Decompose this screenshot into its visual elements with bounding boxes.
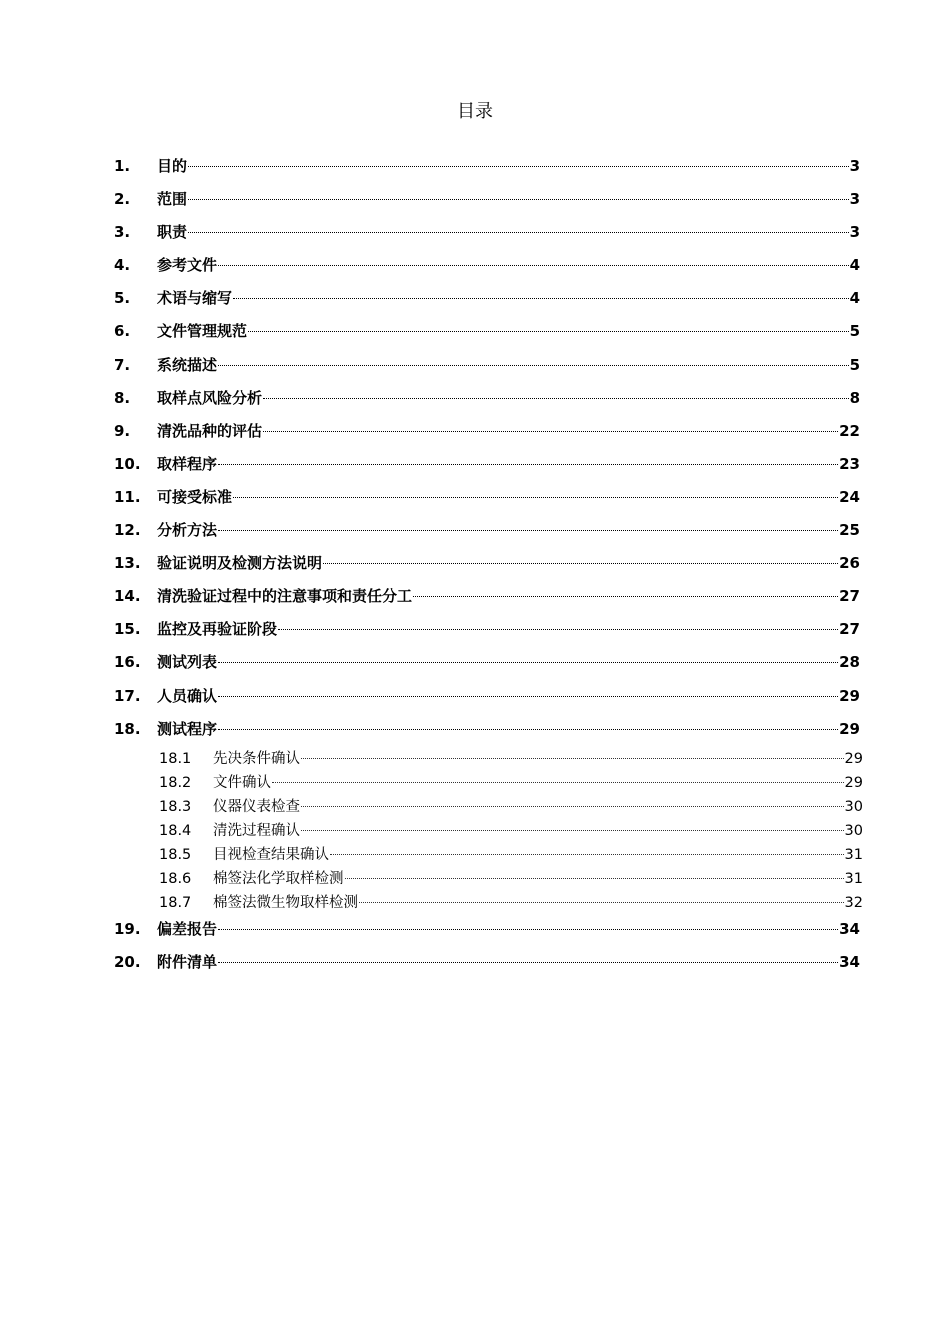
dot-leader xyxy=(218,365,849,366)
toc-entry-label: 术语与缩写 xyxy=(157,289,233,308)
toc-entry-11[interactable] xyxy=(114,484,860,517)
toc-entry-3[interactable] xyxy=(114,219,860,252)
toc-entry-20[interactable] xyxy=(114,949,860,982)
dot-leader xyxy=(323,563,838,564)
dot-leader xyxy=(301,758,844,759)
toc-subentry-18-7[interactable] xyxy=(114,892,863,916)
dot-leader xyxy=(272,782,844,783)
dot-leader xyxy=(218,662,838,663)
toc-entry-label: 目的 xyxy=(157,157,188,175)
dot-leader xyxy=(218,265,849,266)
toc-entry-page: 25 xyxy=(839,521,860,540)
dot-leader xyxy=(188,199,849,200)
toc-subentry-18-2[interactable] xyxy=(114,772,863,796)
toc-subentry-page: 31 xyxy=(844,871,863,888)
toc-entry-page: 4 xyxy=(849,256,860,275)
toc-entry-page: 8 xyxy=(849,388,860,407)
toc-entry-label: 验证说明及检测方法说明 xyxy=(157,554,323,573)
toc-entry-5[interactable] xyxy=(114,285,860,318)
dot-leader xyxy=(218,729,838,730)
toc-subentry-number: 18.7 xyxy=(159,895,192,912)
toc-entry-label: 附件清单 xyxy=(157,953,218,972)
toc-entry-number: 7. xyxy=(114,355,131,374)
toc-entry-page: 5 xyxy=(849,322,860,341)
dot-leader xyxy=(218,530,838,531)
toc-subentry-page: 30 xyxy=(844,822,863,839)
toc-entry-page: 3 xyxy=(849,190,860,209)
toc-entry-page: 34 xyxy=(839,953,860,972)
toc-entry-number: 11. xyxy=(114,487,141,506)
toc-entry-number: 17. xyxy=(114,686,141,705)
toc-entry-15[interactable] xyxy=(114,616,860,649)
toc-entry-number: 6. xyxy=(114,322,131,341)
toc-entry-page: 27 xyxy=(839,620,860,639)
toc-entry-page: 29 xyxy=(839,686,860,705)
toc-entry-17[interactable] xyxy=(114,683,860,716)
table-of-contents xyxy=(114,153,863,983)
dot-leader xyxy=(301,806,844,807)
toc-entry-label: 文件管理规范 xyxy=(157,322,248,341)
toc-title: 目录 xyxy=(457,101,493,122)
toc-entry-page: 22 xyxy=(839,421,860,440)
toc-subentry-18-5[interactable] xyxy=(114,844,863,868)
toc-subentry-page: 29 xyxy=(844,750,863,767)
toc-entry-label: 可接受标准 xyxy=(157,487,233,506)
toc-entry-page: 29 xyxy=(839,719,860,738)
toc-entry-page: 5 xyxy=(849,355,860,374)
toc-subentry-number: 18.6 xyxy=(159,871,192,888)
dot-leader xyxy=(248,331,849,332)
toc-entry-page: 4 xyxy=(849,289,860,308)
toc-entry-label: 监控及再验证阶段 xyxy=(157,620,278,639)
toc-entry-number: 13. xyxy=(114,554,141,573)
toc-subentry-label: 仪器仪表检查 xyxy=(213,798,300,815)
dot-leader xyxy=(218,464,838,465)
dot-leader xyxy=(359,902,844,903)
toc-subentry-18-1[interactable] xyxy=(114,748,863,772)
toc-entry-page: 27 xyxy=(839,587,860,606)
toc-entry-number: 3. xyxy=(114,223,131,242)
dot-leader xyxy=(218,929,838,930)
toc-entry-page: 34 xyxy=(839,920,860,939)
dot-leader xyxy=(233,298,849,299)
toc-subentry-18-6[interactable] xyxy=(114,868,863,892)
toc-entry-4[interactable] xyxy=(114,252,860,285)
dot-leader xyxy=(330,854,844,855)
toc-subentry-label: 棉签法化学取样检测 xyxy=(213,871,344,888)
dot-leader xyxy=(188,166,849,167)
toc-subentry-number: 18.1 xyxy=(159,750,192,767)
toc-entry-label: 范围 xyxy=(157,190,188,209)
toc-entry-page: 28 xyxy=(839,653,860,672)
toc-subentry-18-4[interactable] xyxy=(114,820,863,844)
toc-entry-label: 人员确认 xyxy=(157,686,218,705)
toc-entry-label: 参考文件 xyxy=(157,256,218,275)
toc-entry-10[interactable] xyxy=(114,451,860,484)
toc-entry-number: 14. xyxy=(114,587,141,606)
toc-entry-label: 取样点风险分析 xyxy=(157,388,263,407)
toc-entry-number: 2. xyxy=(114,190,131,209)
toc-subentry-18-3[interactable] xyxy=(114,796,863,820)
dot-leader xyxy=(218,696,838,697)
toc-entry-page: 3 xyxy=(849,223,860,242)
toc-subentry-label: 目视检查结果确认 xyxy=(213,847,329,864)
dot-leader xyxy=(345,878,844,879)
toc-entry-label: 取样程序 xyxy=(157,454,218,473)
dot-leader xyxy=(188,232,849,233)
toc-entry-page: 24 xyxy=(839,487,860,506)
toc-entry-16[interactable] xyxy=(114,649,860,682)
toc-subentry-label: 文件确认 xyxy=(213,774,271,791)
toc-entry-page: 23 xyxy=(839,454,860,473)
toc-entry-18[interactable] xyxy=(114,716,860,749)
toc-entry-label: 分析方法 xyxy=(157,521,218,540)
toc-entry-number: 8. xyxy=(114,388,131,407)
toc-entry-2[interactable] xyxy=(114,186,860,219)
toc-subentry-page: 30 xyxy=(844,798,863,815)
toc-entry-number: 5. xyxy=(114,289,131,308)
toc-entry-label: 清洗品种的评估 xyxy=(157,421,263,440)
toc-entry-6[interactable] xyxy=(114,318,860,351)
toc-subentry-number: 18.3 xyxy=(159,798,192,815)
toc-subentry-number: 18.5 xyxy=(159,847,192,864)
toc-entry-label: 测试程序 xyxy=(157,719,218,738)
toc-subentries xyxy=(114,748,863,917)
toc-subentry-number: 18.2 xyxy=(159,774,192,791)
toc-entry-number: 20. xyxy=(114,953,141,972)
toc-subentry-page: 29 xyxy=(844,774,863,791)
toc-subentry-page: 31 xyxy=(844,847,863,864)
toc-entry-number: 9. xyxy=(114,421,131,440)
toc-entry-number: 18. xyxy=(114,719,141,738)
toc-entry-9[interactable] xyxy=(114,418,860,451)
toc-subentry-label: 清洗过程确认 xyxy=(213,822,300,839)
toc-entry-label: 清洗验证过程中的注意事项和责任分工 xyxy=(157,587,413,606)
dot-leader xyxy=(218,962,838,963)
toc-subentry-number: 18.4 xyxy=(159,822,192,839)
toc-entry-number: 4. xyxy=(114,256,131,275)
dot-leader xyxy=(263,398,849,399)
toc-entry-7[interactable] xyxy=(114,352,860,385)
toc-entry-label: 职责 xyxy=(157,223,188,242)
toc-entry-label: 测试列表 xyxy=(157,653,218,672)
toc-entry-label: 系统描述 xyxy=(157,355,218,374)
toc-entry-number: 12. xyxy=(114,521,141,540)
dot-leader xyxy=(301,830,844,831)
toc-entry-number: 10. xyxy=(114,454,141,473)
toc-entry-label: 偏差报告 xyxy=(157,920,218,939)
toc-entry-13[interactable] xyxy=(114,550,860,583)
dot-leader xyxy=(263,431,838,432)
toc-entry-1[interactable] xyxy=(114,153,860,186)
toc-entry-12[interactable] xyxy=(114,517,860,550)
toc-entry-number: 16. xyxy=(114,653,141,672)
toc-subentry-label: 棉签法微生物取样检测 xyxy=(213,895,358,912)
toc-entry-14[interactable] xyxy=(114,583,860,616)
toc-entry-page: 3 xyxy=(849,157,860,175)
toc-entry-page: 26 xyxy=(839,554,860,573)
toc-subentry-page: 32 xyxy=(844,895,863,912)
dot-leader xyxy=(413,596,838,597)
toc-subentry-label: 先决条件确认 xyxy=(213,750,300,767)
toc-entry-number: 15. xyxy=(114,620,141,639)
toc-entry-19[interactable] xyxy=(114,916,860,949)
toc-entry-number: 19. xyxy=(114,920,141,939)
toc-entry-8[interactable] xyxy=(114,385,860,418)
dot-leader xyxy=(233,497,838,498)
toc-entry-number: 1. xyxy=(114,157,131,175)
dot-leader xyxy=(278,629,838,630)
